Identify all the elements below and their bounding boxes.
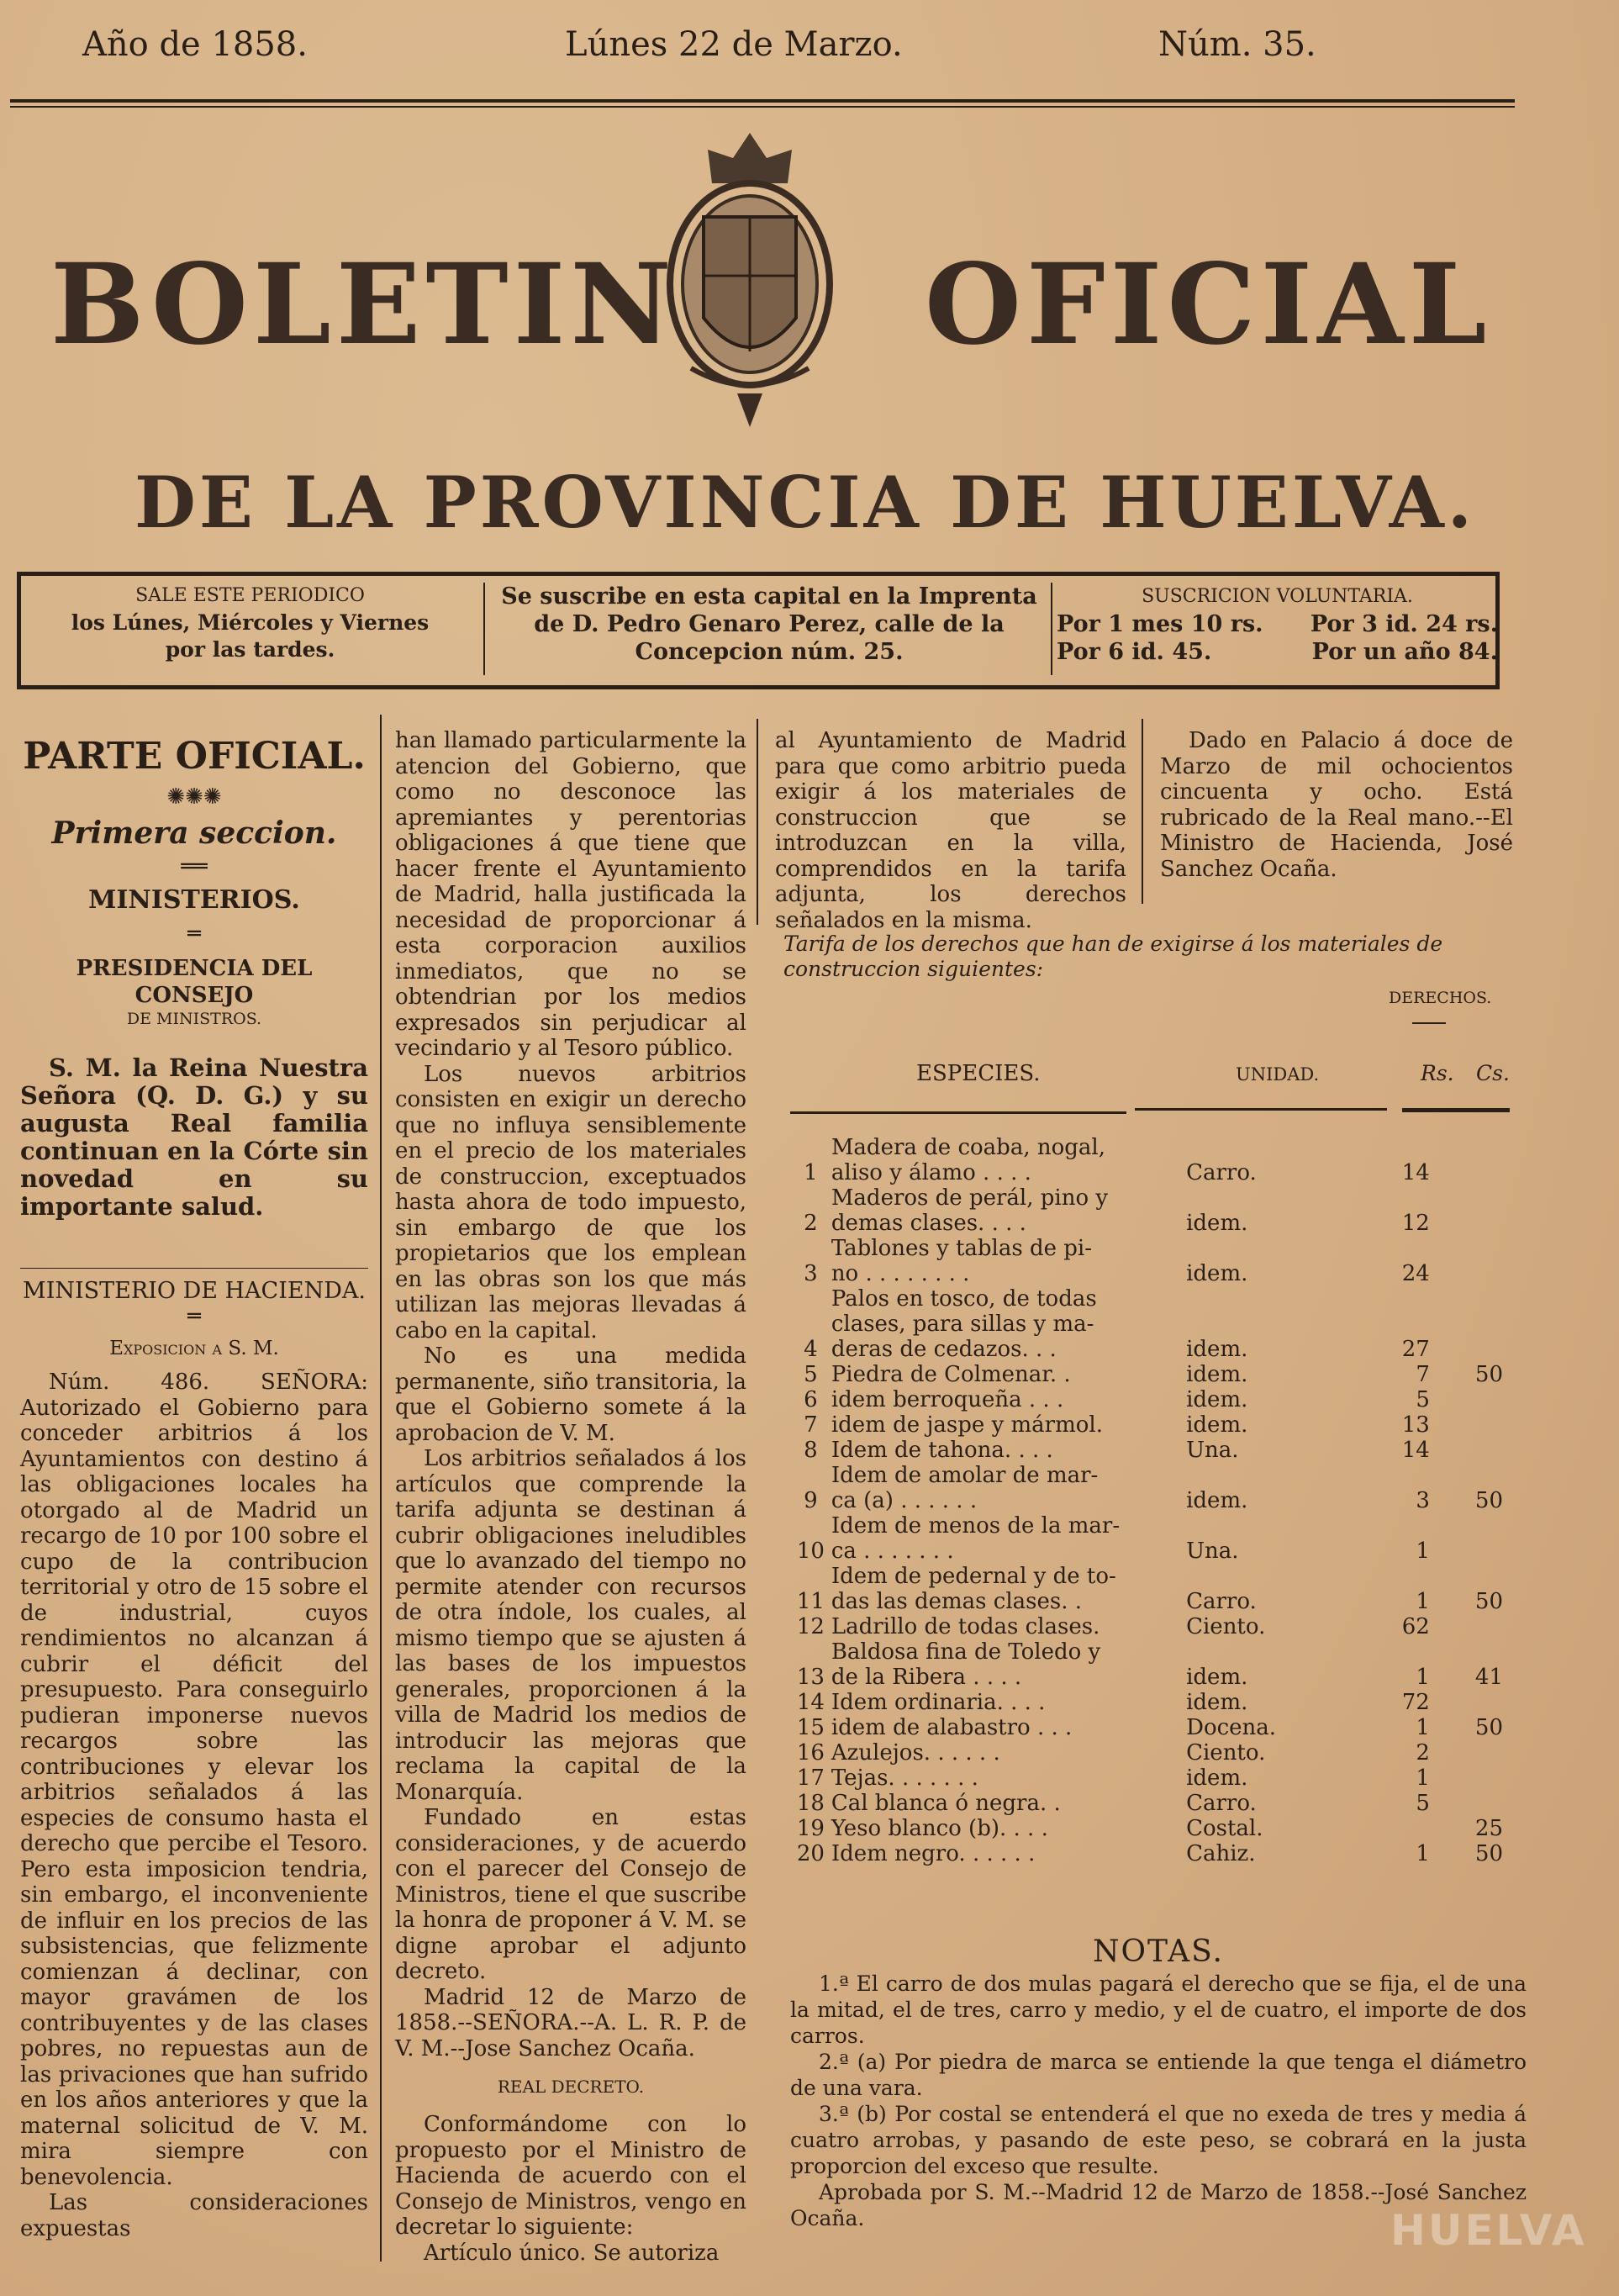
- header-year: Año de 1858.: [82, 25, 308, 64]
- tarifa-row-rs: 62: [1401, 1614, 1430, 1639]
- tarifa-row-cs: [1430, 1791, 1513, 1816]
- tarifa-header-rule-3: [1402, 1108, 1510, 1112]
- col2-paragraph-2: Los nuevos arbitrios consisten en exigir un derecho que no influya sensiblemente en el precio de los materiales de construccion, exceptuados hasta ahora de todo impuesto, sin embargo de que los propietarios que los emplean en las obras son los que más utilizan las mejoras llevadas á cabo en la capital.: [395, 1061, 746, 1343]
- tarifa-row-unidad: idem.: [1186, 1766, 1248, 1791]
- tarifa-row: [790, 1766, 1513, 1791]
- tarifa-row: [790, 1715, 1513, 1740]
- info-right-6id: Por 6 id. 45.: [1057, 639, 1212, 665]
- masthead-boletin: BOLETIN: [50, 240, 678, 370]
- tarifa-row-rs: 14: [1401, 1160, 1430, 1185]
- tarifa-row-cs: [1430, 1185, 1513, 1236]
- tarifa-row-cs: [1430, 1740, 1513, 1766]
- tarifa-row-rs: 1: [1416, 1715, 1430, 1740]
- tarifa-row-cs: [1430, 1690, 1513, 1715]
- tarifa-row: [790, 1362, 1513, 1387]
- info-box: [17, 572, 1500, 689]
- column-rule-1: [380, 715, 382, 2262]
- tarifa-row: [790, 1513, 1513, 1564]
- col2-paragraph-4: Los arbitrios señalados á los artículos que comprende la tarifa adjunta se destinan á cubrir obligaciones ineludibles que lo avanzado del tiempo no permite atender con recursos de otra índole, los cuales, al mismo tiempo que se ajusten á las bases de los impuestos generales, proporcionen á la villa de Madrid los medios de introducir las mejoras que reclama la capital de la Monarquía.: [395, 1446, 746, 1805]
- tarifa-row-number: 18: [796, 1791, 825, 1816]
- divider-3: ═: [187, 1304, 201, 1329]
- tarifa-row: [790, 1639, 1513, 1690]
- tarifa-row-rs: 3: [1416, 1488, 1430, 1513]
- tarifa-row-number: 9: [804, 1488, 818, 1513]
- tarifa-row-unidad: Ciento.: [1186, 1614, 1266, 1639]
- tarifa-row: [790, 1614, 1513, 1639]
- tarifa-row-number: 13: [796, 1665, 825, 1690]
- tarifa-row-rs: 24: [1401, 1261, 1430, 1286]
- tarifa-row-unidad: Ciento.: [1186, 1740, 1266, 1766]
- tarifa-row-number: 17: [796, 1766, 825, 1791]
- divider-1: ══: [181, 854, 208, 879]
- nota-2: 2.ª (a) Por piedra de marca se entiende la que tenga el diámetro de una vara.: [790, 2050, 1527, 2100]
- info-mid-line3: Concepcion núm. 25.: [635, 639, 904, 665]
- tarifa-row-unidad: idem.: [1186, 1690, 1248, 1715]
- col3-paragraph-1: al Ayuntamiento de Madrid para que como arbitrio pueda exigir á los materiales de construccion que se introduzcan en la villa, comprendidos en la tarifa adjunta, los derechos señalados en la misma.: [775, 728, 1126, 933]
- tarifa-derechos: DERECHOS.: [1389, 989, 1492, 1007]
- tarifa-row-unidad: Costal.: [1186, 1816, 1263, 1841]
- tarifa-row-unidad: idem.: [1186, 1261, 1248, 1286]
- ornament: ✺✺✺: [166, 784, 222, 810]
- info-box-right: [1057, 583, 1498, 666]
- tarifa-header-rule-2: [1135, 1108, 1387, 1111]
- tarifa-row-especie: Azulejos. . . . . .: [831, 1740, 1000, 1766]
- tarifa-row-especie: Tejas. . . . . . .: [831, 1766, 978, 1791]
- col4-paragraph-1: Dado en Palacio á doce de Marzo de mil ochocientos cincuenta y ocho. Está rubricado de la Real mano.--El Ministro de Hacienda, José Sanchez Ocaña.: [1160, 728, 1513, 882]
- tarifa-row-especie: Idem ordinaria. . . .: [831, 1690, 1046, 1715]
- nota-aprobada: Aprobada por S. M.--Madrid 12 de Marzo de 1858.--José Sanchez Ocaña.: [790, 2180, 1527, 2230]
- tarifa-header-rule-1: [790, 1111, 1126, 1114]
- header-date: Lúnes 22 de Marzo.: [565, 25, 903, 64]
- tarifa-row-number: 4: [804, 1337, 818, 1362]
- sm-salud-text: S. M. la Reina Nuestra Señora (Q. D. G.) y su augusta Real familia continuan en la Córte sin novedad en su importante salud.: [20, 1053, 368, 1221]
- tarifa-row: [790, 1185, 1513, 1236]
- col1-paragraph-2: Las consideraciones expuestas: [20, 2190, 368, 2241]
- tarifa-row-rs: 1: [1416, 1665, 1430, 1690]
- tarifa-row-rs: 1: [1416, 1539, 1430, 1564]
- column-rule-2: [757, 719, 758, 925]
- huelva-watermark: HUELVA: [1390, 2206, 1587, 2255]
- tarifa-row-cs: [1430, 1286, 1513, 1362]
- col1-paragraph-1: Núm. 486. SEÑORA: Autorizado el Gobierno para conceder arbitrios á los Ayuntamientos con destino á las obligaciones locales ha otorgado al de Madrid un recargo de 10 por 100 sobre el cupo de la contribucion territorial y otro de 15 sobre el de industrial, cuyos rendimientos no alcanzan á cubrir el déficit del presupuesto. Para conseguirlo pudieran imponerse nuevos recargos sobre las contribuciones y elevar los arbitrios señalados á las especies de consumo hasta el derecho que percibe el Tesoro. Pero esta imposicion tendria, sin embargo, el inconveniente de influir en los precios de las subsistencias, que felizmente comienzan á declinar, con mayor gravámen de los contribuyentes y de las clases pobres, no repuestas aun de las privaciones que han sufrido en los años anteriores y que la maternal solicitud de V. M. mira siempre con benevolencia.: [20, 1370, 368, 2190]
- col2-paragraph-8: Artículo único. Se autoriza: [424, 2240, 720, 2266]
- tarifa-row-cs: 50: [1474, 1488, 1503, 1513]
- tarifa-row-rs: 72: [1401, 1690, 1430, 1715]
- tarifa-row-unidad: idem.: [1186, 1362, 1248, 1387]
- real-decreto-heading: REAL DECRETO.: [497, 2077, 645, 2097]
- tarifa-row-especie: Idem de amolar de mar- ca (a) . . . . . .: [831, 1463, 1099, 1513]
- tarifa-row-unidad: Carro.: [1186, 1791, 1257, 1816]
- tarifa-row-cs: [1430, 1766, 1513, 1791]
- tarifa-row-unidad: idem.: [1186, 1211, 1248, 1236]
- parte-oficial: PARTE OFICIAL.: [23, 735, 366, 778]
- info-right-row2: [1057, 638, 1498, 666]
- masthead-subtitle: DE LA PROVINCIA DE HUELVA.: [134, 461, 1475, 544]
- tarifa-row-cs: 41: [1474, 1665, 1503, 1690]
- tarifa-row-number: 2: [804, 1211, 818, 1236]
- tarifa-row-unidad: idem.: [1186, 1488, 1248, 1513]
- tarifa-row-especie: Maderos de perál, pino y demas clases. . . .: [831, 1185, 1109, 1236]
- masthead-oficial: OFICIAL: [925, 240, 1492, 370]
- tarifa-row-cs: [1430, 1387, 1513, 1412]
- tarifa-header-rule-small: [1412, 1022, 1446, 1024]
- tarifa-row: [790, 1841, 1513, 1866]
- tarifa-row-rs: 5: [1416, 1791, 1430, 1816]
- divider-2: ═: [187, 921, 201, 947]
- tarifa-row-number: 20: [796, 1841, 825, 1866]
- column-1: [20, 731, 368, 2241]
- tarifa-row-especie: Baldosa fina de Toledo y de la Ribera . . . .: [831, 1639, 1101, 1690]
- tarifa-row-rs: 13: [1401, 1412, 1430, 1438]
- info-right-1mes: Por 1 mes 10 rs.: [1057, 611, 1263, 637]
- header-number: Núm. 35.: [1158, 25, 1316, 64]
- col2-paragraph-3: No es una medida permanente, siño transitoria, la que el Gobierno somete á la aprobacion de V. M.: [395, 1343, 746, 1446]
- tarifa-row-especie: Idem de pedernal y de to- das las demas clases. .: [831, 1564, 1116, 1614]
- tarifa-row-rs: 2: [1416, 1740, 1430, 1766]
- tarifa-row-number: 16: [796, 1740, 825, 1766]
- tarifa-table: [790, 1135, 1513, 1866]
- tarifa-row: [790, 1690, 1513, 1715]
- info-mid-line1: Se suscribe en esta capital en la Imprenta: [501, 583, 1037, 610]
- tarifa-row-cs: 50: [1474, 1589, 1503, 1614]
- tarifa-title: Tarifa de los derechos que han de exigirse á los materiales de construccion siguientes:: [783, 932, 1443, 981]
- tarifa-row-unidad: Carro.: [1186, 1160, 1257, 1185]
- tarifa-row-rs: 1: [1416, 1841, 1430, 1866]
- tarifa-row: [790, 1791, 1513, 1816]
- ministerios-heading: MINISTERIOS.: [88, 885, 300, 915]
- tarifa-row-rs: 7: [1416, 1362, 1430, 1387]
- tarifa-row: [790, 1286, 1513, 1362]
- tarifa-row-rs: 5: [1416, 1387, 1430, 1412]
- coat-of-arms: [641, 124, 859, 444]
- column-4-top: [1160, 728, 1513, 882]
- tarifa-row-cs: [1430, 1513, 1513, 1564]
- tarifa-row-especie: Yeso blanco (b). . . .: [831, 1816, 1048, 1841]
- tarifa-row-number: 6: [804, 1387, 818, 1412]
- info-left-title: SALE ESTE PERIODICO: [135, 585, 365, 606]
- tarifa-header-rs: Rs.: [1421, 1061, 1454, 1085]
- tarifa-row-especie: Idem de tahona. . . .: [831, 1438, 1053, 1463]
- tarifa-row-unidad: idem.: [1186, 1665, 1248, 1690]
- info-divider-1: [483, 583, 485, 675]
- info-box-mid: [492, 583, 1047, 666]
- tarifa-row-cs: [1430, 1412, 1513, 1438]
- tarifa-row-cs: 50: [1474, 1715, 1503, 1740]
- col2-paragraph-6: Madrid 12 de Marzo de 1858.--SEÑORA.--A. L. R. P. de V. M.--Jose Sanchez Ocaña.: [395, 1984, 746, 2061]
- column-2: [395, 728, 746, 2266]
- info-right-3id: Por 3 id. 24 rs.: [1310, 611, 1498, 637]
- tarifa-row-unidad: idem.: [1186, 1387, 1248, 1412]
- info-right-ano: Por un año 84.: [1311, 639, 1498, 665]
- tarifa-row-especie: Piedra de Colmenar. .: [831, 1362, 1071, 1387]
- info-mid-line2: de D. Pedro Genaro Perez, calle de la: [534, 611, 1005, 637]
- tarifa-row: [790, 1412, 1513, 1438]
- tarifa-row-number: 15: [796, 1715, 825, 1740]
- tarifa-row-unidad: idem.: [1186, 1412, 1248, 1438]
- tarifa-row-especie: Cal blanca ó negra. .: [831, 1791, 1061, 1816]
- col2-paragraph-1: han llamado particularmente la atencion del Gobierno, que como no desconoce las apremiantes y perentorias obligaciones á que tiene que hacer frente el Ayuntamiento de Madrid, halla justificada la necesidad de proporcionar á esta corporacion auxilios inmediatos, que no se obtendrian por los medios expresados sin perjudicar al vecindario y al Tesoro público.: [395, 728, 746, 1061]
- exposicion-heading: Exposicion a S. M.: [109, 1338, 279, 1359]
- tarifa-row-unidad: Docena.: [1186, 1715, 1277, 1740]
- tarifa-row-especie: Idem de menos de la mar- ca . . . . . . .: [831, 1513, 1121, 1564]
- tarifa-row-number: 14: [796, 1690, 825, 1715]
- tarifa-row: [790, 1236, 1513, 1286]
- tarifa-row-cs: 50: [1474, 1362, 1503, 1387]
- tarifa-row-especie: idem de jaspe y mármol.: [831, 1412, 1103, 1438]
- col2-paragraph-7: Conformándome con lo propuesto por el Ministro de Hacienda de acuerdo con el Consejo de Ministros, vengo en decretar lo siguiente:: [395, 2112, 746, 2240]
- tarifa-row-especie: Idem negro. . . . . .: [831, 1841, 1036, 1866]
- info-left-line1: los Lúnes, Miércoles y Viernes: [71, 610, 430, 635]
- tarifa-row: [790, 1387, 1513, 1412]
- presidencia-heading: PRESIDENCIA DEL CONSEJO: [76, 956, 313, 1008]
- tarifa-row: [790, 1740, 1513, 1766]
- tarifa-row-number: 1: [804, 1160, 818, 1185]
- info-box-left: [21, 583, 479, 663]
- tarifa-row-cs: 25: [1474, 1816, 1503, 1841]
- tarifa-row-especie: Madera de coaba, nogal, aliso y álamo . . . .: [831, 1135, 1105, 1185]
- tarifa-row-rs: 1: [1416, 1766, 1430, 1791]
- tarifa-row-unidad: Una.: [1186, 1438, 1239, 1463]
- notas-section: [790, 1934, 1527, 2231]
- tarifa-row: [790, 1463, 1513, 1513]
- tarifa-row-unidad: Carro.: [1186, 1589, 1257, 1614]
- tarifa-row-number: 5: [804, 1362, 818, 1387]
- primera-seccion: Primera seccion.: [51, 815, 337, 851]
- tarifa-row-number: 7: [804, 1412, 818, 1438]
- tarifa-row-rs: 14: [1401, 1438, 1430, 1463]
- tarifa-row-unidad: Una.: [1186, 1539, 1239, 1564]
- column-3-top: [775, 728, 1126, 933]
- tarifa-header-unidad: UNIDAD.: [1236, 1064, 1320, 1085]
- tarifa-row: [790, 1564, 1513, 1614]
- info-left-line2: por las tardes.: [165, 637, 335, 662]
- col2-paragraph-5: Fundado en estas consideraciones, y de acuerdo con el parecer del Consejo de Ministros, tiene el que suscribe la honra de proponer á V. M. se digne aprobar el adjunto decreto.: [395, 1805, 746, 1984]
- info-right-title: SUSCRICION VOLUNTARIA.: [1142, 586, 1413, 607]
- tarifa-row-rs: 27: [1401, 1337, 1430, 1362]
- tarifa-row-number: 10: [796, 1539, 825, 1564]
- notas-title: NOTAS.: [1093, 1934, 1224, 1969]
- tarifa-row-number: 8: [804, 1438, 818, 1463]
- header-rule: [10, 99, 1515, 103]
- tarifa-header-cs: Cs.: [1476, 1061, 1510, 1085]
- hacienda-heading: MINISTERIO DE HACIENDA.: [20, 1268, 368, 1306]
- tarifa-row-cs: [1430, 1135, 1513, 1185]
- tarifa-row: [790, 1816, 1513, 1841]
- header-rule-thin: [10, 106, 1515, 108]
- info-right-row1: [1057, 610, 1498, 638]
- tarifa-row-number: 3: [804, 1261, 818, 1286]
- nota-3: 3.ª (b) Por costal se entenderá el que no exeda de tres y media á cuatro arrobas, y pasando de este peso, se cobrará en la justa proporcion del exceso que resulte.: [790, 2102, 1527, 2178]
- info-divider-2: [1051, 583, 1052, 675]
- tarifa-row-especie: Palos en tosco, de todas clases, para sillas y ma- deras de cedazos. . .: [831, 1286, 1097, 1362]
- tarifa-row-number: 12: [796, 1614, 825, 1639]
- tarifa-row-especie: Tablones y tablas de pi- no . . . . . . . .: [831, 1236, 1092, 1286]
- tarifa-row-cs: [1430, 1236, 1513, 1286]
- tarifa-row-unidad: idem.: [1186, 1337, 1248, 1362]
- tarifa-row-especie: idem berroqueña . . .: [831, 1387, 1064, 1412]
- tarifa-row-number: 11: [796, 1589, 825, 1614]
- tarifa-row-rs: 12: [1401, 1211, 1430, 1236]
- tarifa-row-unidad: Cahiz.: [1186, 1841, 1256, 1866]
- nota-1: 1.ª El carro de dos mulas pagará el derecho que se fija, el de una la mitad, el de tres, carro y medio, y el de cuatro, el importe de dos carros.: [790, 1971, 1527, 2048]
- tarifa-table-wrap: [790, 1135, 1513, 1866]
- column-rule-3: [1142, 719, 1143, 904]
- tarifa-row-cs: [1430, 1438, 1513, 1463]
- tarifa-row-especie: idem de alabastro . . .: [831, 1715, 1073, 1740]
- tarifa-row-rs: [1355, 1816, 1430, 1841]
- tarifa-row: [790, 1438, 1513, 1463]
- presidencia-subheading: DE MINISTROS.: [126, 1010, 262, 1028]
- tarifa-row-cs: [1430, 1614, 1513, 1639]
- tarifa-header-especies: ESPECIES.: [916, 1061, 1041, 1086]
- tarifa-row-number: 19: [796, 1816, 825, 1841]
- tarifa-row-cs: 50: [1474, 1841, 1503, 1866]
- tarifa-row-especie: Ladrillo de todas clases.: [831, 1614, 1100, 1639]
- tarifa-row: [790, 1135, 1513, 1185]
- tarifa-row-rs: 1: [1416, 1589, 1430, 1614]
